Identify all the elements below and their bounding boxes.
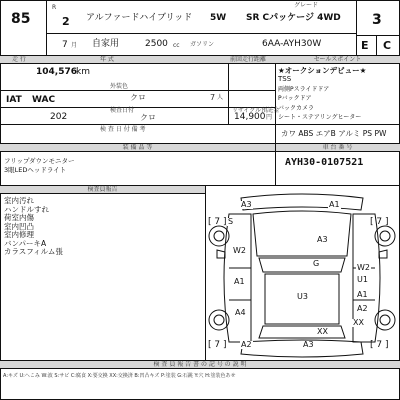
inspector-notes-header: 検査員報告 bbox=[0, 185, 205, 194]
note-item: 荷室内傷 bbox=[4, 213, 34, 222]
price-label: リサイクル預託金 bbox=[232, 107, 280, 114]
damage-mark: A1 bbox=[329, 200, 340, 209]
tire-bracket-front-left: [ 7 ] bbox=[208, 217, 227, 227]
note-item: バンパーキA bbox=[4, 238, 47, 248]
options-list bbox=[4, 157, 75, 175]
chassis-header: 車 台 番 号 bbox=[275, 143, 400, 152]
note-item: 室内修理 bbox=[4, 230, 34, 239]
legend-header: 検 査 員 報 告 書 の 記 号 の 説 明 bbox=[0, 360, 400, 369]
damage-mark: XX bbox=[353, 318, 364, 327]
sales-points-list bbox=[278, 66, 398, 122]
sales-point-item: ★オークションデビュー★ bbox=[278, 66, 367, 75]
option-item: フリップダウンモニター bbox=[4, 157, 75, 165]
damage-mark: S bbox=[228, 217, 234, 226]
color-label: 外装色 bbox=[110, 83, 129, 90]
damage-mark: A4 bbox=[235, 308, 246, 317]
exterior-color: クロ bbox=[130, 93, 146, 102]
interior-color: クロ bbox=[140, 113, 156, 122]
recycle-fee: 14,900 bbox=[234, 112, 266, 122]
sales-point-item: TSS bbox=[278, 75, 292, 84]
displacement: 2500 bbox=[145, 39, 168, 49]
displacement-code: 5W bbox=[210, 13, 227, 23]
note-item: カラスフィルム張 bbox=[4, 247, 63, 256]
sales-point-item: 両側Pスライドドア bbox=[278, 85, 330, 93]
damage-mark: U3 bbox=[297, 292, 308, 301]
model-year: 2 bbox=[62, 15, 70, 28]
era-prefix: R bbox=[52, 4, 57, 11]
damage-mark: A1 bbox=[357, 290, 368, 299]
remarks-label: 検 査 日 付 備 考 bbox=[100, 126, 146, 133]
fuel-type: ガソリン bbox=[190, 41, 215, 48]
sales-points-header: セールスポイント bbox=[275, 55, 400, 64]
note-item: 室内凹凸 bbox=[4, 221, 34, 231]
exterior-score: C bbox=[383, 39, 392, 52]
options-header: 装 備 品 等 bbox=[0, 143, 275, 152]
damage-mark: A1 bbox=[234, 277, 245, 286]
inspector-notes-list bbox=[4, 197, 63, 257]
note-item: ハンドルすれ bbox=[4, 204, 49, 214]
tire-bracket-rear-right: [ 7 ] bbox=[370, 340, 389, 350]
interior-score: E bbox=[361, 39, 369, 52]
damage-mark: U1 bbox=[357, 275, 368, 284]
specs-header: 走 行 年 式 前回走行距離 bbox=[0, 55, 275, 64]
tire-bracket-front-right: [ 7 ] bbox=[370, 217, 389, 227]
damage-mark: W2 bbox=[233, 246, 246, 255]
legend-text: A:キズ U:へこみ W:波 S:サビ C:腐食 X:要交換 XX:交換済 B:凹凸キズ P:塗装 G:石跳 Y:穴 H:塗装色あせ bbox=[3, 373, 236, 379]
color-code: 202 bbox=[50, 112, 68, 122]
grade: SR Cパッケージ 4WD bbox=[246, 13, 341, 23]
recycle-fee-unit: 円 bbox=[266, 114, 273, 121]
damage-mark: G bbox=[313, 259, 320, 268]
cc-mark: cc bbox=[173, 42, 180, 49]
seats-unit: 人 bbox=[217, 94, 224, 101]
damage-mark: XX bbox=[317, 327, 328, 336]
sales-point-item: バックカメラ bbox=[278, 104, 315, 112]
month-unit: 月 bbox=[71, 42, 78, 49]
note-item: 室内汚れ bbox=[4, 196, 34, 205]
sales-point-item: シート・ステアリングヒーター bbox=[278, 114, 362, 122]
lot-number: 85 bbox=[11, 11, 31, 27]
sales-point-item: Pバックドア bbox=[278, 95, 312, 103]
mileage-value: 104,576 bbox=[36, 67, 77, 77]
damage-mark: A3 bbox=[303, 340, 314, 349]
use-type: 自家用 bbox=[92, 39, 120, 49]
row-label: 検査日付 bbox=[110, 107, 135, 114]
damage-mark: W2 bbox=[357, 263, 370, 272]
mileage-unit: km bbox=[76, 67, 90, 77]
option-item: 3眼LEDヘッドライト bbox=[4, 166, 67, 174]
chassis-number: AYH30-0107521 bbox=[285, 157, 364, 168]
damage-mark: A2 bbox=[241, 340, 252, 349]
model-code: 6AA-AYH30W bbox=[262, 39, 322, 49]
tire-bracket-rear-left: [ 7 ] bbox=[208, 340, 227, 350]
air-conditioner: WAC bbox=[32, 95, 56, 105]
damage-mark: A3 bbox=[317, 235, 328, 244]
damage-mark: A3 bbox=[241, 200, 252, 209]
model-month: 7 bbox=[62, 40, 68, 50]
equipment-codes: カワ ABS エアB アルミ PS PW bbox=[281, 129, 387, 138]
seats-value: 7 bbox=[210, 93, 216, 102]
damage-mark: A2 bbox=[357, 304, 368, 313]
grade-label: グレード bbox=[294, 2, 319, 9]
overall-score: 3 bbox=[372, 12, 382, 28]
car-name: アルファードハイブリッド bbox=[86, 13, 193, 23]
transmission: IAT bbox=[6, 95, 22, 105]
